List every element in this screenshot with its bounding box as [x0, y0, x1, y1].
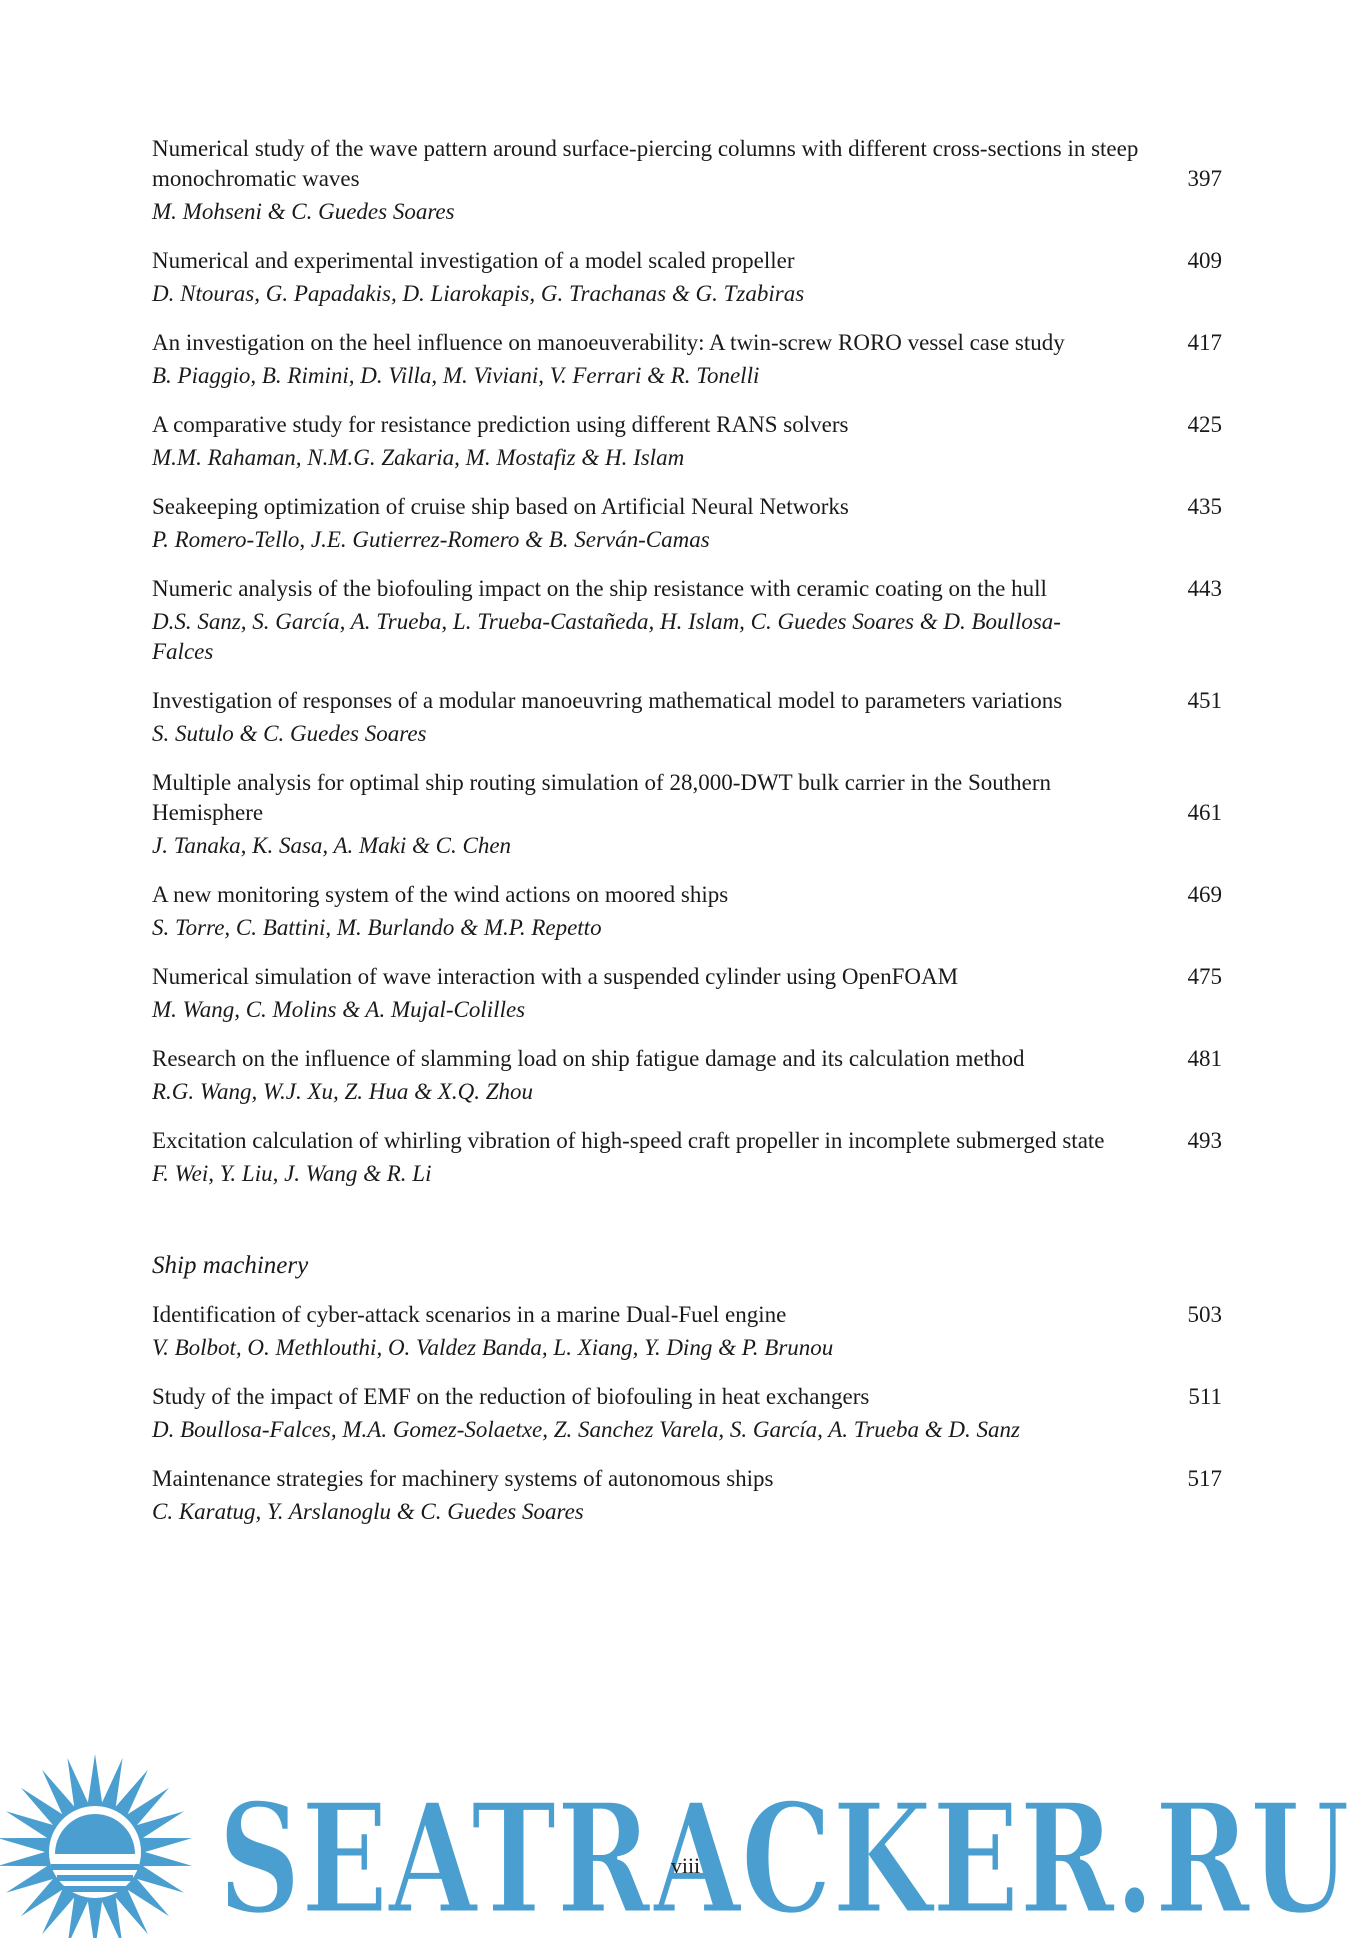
toc-entry-title: Numerical and experimental investigation of a model scaled propeller — [152, 248, 795, 273]
toc-entry-title: Identification of cyber-attack scenarios in a marine Dual-Fuel engine — [152, 1302, 787, 1327]
toc-list-ship-machinery — [152, 1300, 1222, 1527]
toc-entry — [152, 962, 1222, 1025]
toc-entry-page: 493 — [1187, 1128, 1222, 1153]
page-number-folio: viii — [670, 1853, 701, 1878]
toc-entry-page: 461 — [1187, 800, 1222, 825]
toc-entry-title: Multiple analysis for optimal ship routing simulation of 28,000-DWT bulk carrier in the Southern Hemisphere — [152, 770, 1051, 825]
toc-entry-row — [152, 492, 1222, 522]
toc-entry-row — [152, 768, 1222, 828]
toc-entry-page: 409 — [1187, 248, 1222, 273]
toc-entry-title: Investigation of responses of a modular manoeuvring mathematical model to parameters variations — [152, 688, 1063, 713]
toc-entry — [152, 1126, 1222, 1189]
toc-entry-title: Numerical simulation of wave interaction with a suspended cylinder using OpenFOAM — [152, 964, 959, 989]
toc-entry-page: 503 — [1187, 1302, 1222, 1327]
toc-entry-authors: J. Tanaka, K. Sasa, A. Maki & C. Chen — [152, 833, 512, 858]
toc-entry-title: Study of the impact of EMF on the reduction of biofouling in heat exchangers — [152, 1384, 870, 1409]
toc-entry-authors: S. Torre, C. Battini, M. Burlando & M.P. Repetto — [152, 915, 602, 940]
toc-entry-page: 475 — [1187, 964, 1222, 989]
toc-entry — [152, 246, 1222, 309]
toc-entry — [152, 492, 1222, 555]
toc-entry-authors: B. Piaggio, B. Rimini, D. Villa, M. Viviani, V. Ferrari & R. Tonelli — [152, 363, 760, 388]
toc-entry-authors: S. Sutulo & C. Guedes Soares — [152, 721, 427, 746]
toc-entry — [152, 1464, 1222, 1527]
toc-entry-row — [152, 328, 1222, 358]
toc-entry-authors: P. Romero-Tello, J.E. Gutierrez-Romero & B. Serván-Camas — [152, 527, 710, 552]
toc-entry-row — [152, 1464, 1222, 1494]
toc-entry-authors: C. Karatug, Y. Arslanoglu & C. Guedes Soares — [152, 1499, 584, 1524]
toc-entry-page: 397 — [1187, 166, 1222, 191]
toc-entry-authors: D. Ntouras, G. Papadakis, D. Liarokapis, G. Trachanas & G. Tzabiras — [152, 281, 805, 306]
toc-entry-title: Maintenance strategies for machinery systems of autonomous ships — [152, 1466, 774, 1491]
toc-entry-authors: D.S. Sanz, S. García, A. Trueba, L. Trueba-Castañeda, H. Islam, C. Guedes Soares & D. Boullosa-Falces — [152, 609, 1061, 664]
toc-entry-authors: M. Wang, C. Molins & A. Mujal-Colilles — [152, 997, 526, 1022]
toc-entry-page: 469 — [1187, 882, 1222, 907]
toc-entry-authors: D. Boullosa-Falces, M.A. Gomez-Solaetxe, Z. Sanchez Varela, S. García, A. Trueba & D. Sanz — [152, 1417, 1020, 1442]
toc-entry — [152, 134, 1222, 227]
watermark-banner — [0, 1740, 1371, 1938]
sun-logo-icon — [0, 1754, 192, 1938]
toc-entry-page: 481 — [1187, 1046, 1222, 1071]
toc-entry-title: A new monitoring system of the wind actions on moored ships — [152, 882, 729, 907]
toc-entry-authors: V. Bolbot, O. Methlouthi, O. Valdez Banda, L. Xiang, Y. Ding & P. Brunou — [152, 1335, 834, 1360]
watermark-text: SEATRACKER.RU — [218, 1769, 1350, 1938]
toc-entry-row — [152, 1126, 1222, 1156]
toc-entry-row — [152, 1382, 1222, 1412]
toc-entry-page: 417 — [1187, 330, 1222, 355]
toc-entry — [152, 1300, 1222, 1363]
toc-entry — [152, 768, 1222, 861]
toc-entry — [152, 328, 1222, 391]
toc-entry-authors: M.M. Rahaman, N.M.G. Zakaria, M. Mostafiz & H. Islam — [152, 445, 685, 470]
toc-entry-page: 443 — [1187, 576, 1222, 601]
toc-entry-row — [152, 574, 1222, 604]
toc-entry-title: Seakeeping optimization of cruise ship based on Artificial Neural Networks — [152, 494, 849, 519]
toc-entry — [152, 1382, 1222, 1445]
toc-entry — [152, 574, 1222, 667]
toc-entry-title: Numerical study of the wave pattern around surface-piercing columns with different cross-sections in steep monochromatic waves — [152, 136, 1139, 191]
toc-entry-page: 517 — [1187, 1466, 1222, 1491]
toc-entry-title: Excitation calculation of whirling vibration of high-speed craft propeller in incomplete submerged state — [152, 1128, 1105, 1153]
toc-entry-page: 435 — [1187, 494, 1222, 519]
toc-entry-authors: M. Mohseni & C. Guedes Soares — [152, 199, 455, 224]
toc-entry-row — [152, 1300, 1222, 1330]
toc-entry-row — [152, 246, 1222, 276]
toc-entry — [152, 686, 1222, 749]
toc-entry-row — [152, 962, 1222, 992]
toc-entry — [152, 410, 1222, 473]
toc-entry-title: A comparative study for resistance prediction using different RANS solvers — [152, 412, 849, 437]
toc-entry — [152, 1044, 1222, 1107]
toc-entry-page: 425 — [1187, 412, 1222, 437]
toc-entry-title: Research on the influence of slamming load on ship fatigue damage and its calculation method — [152, 1046, 1025, 1071]
toc-entry-title: Numeric analysis of the biofouling impact on the ship resistance with ceramic coating on the hull — [152, 576, 1047, 601]
table-of-contents — [152, 134, 1222, 1546]
toc-entry-row — [152, 880, 1222, 910]
toc-entry-row — [152, 410, 1222, 440]
toc-list-top — [152, 134, 1222, 1189]
toc-entry-page: 451 — [1187, 688, 1222, 713]
toc-entry-title: An investigation on the heel influence on manoeuverability: A twin-screw RORO vessel case study — [152, 330, 1065, 355]
toc-entry-page: 511 — [1188, 1384, 1222, 1409]
section-heading: Ship machinery — [152, 1252, 309, 1279]
toc-entry-row — [152, 1044, 1222, 1074]
toc-entry-row — [152, 134, 1222, 194]
toc-entry-row — [152, 686, 1222, 716]
toc-entry-authors: F. Wei, Y. Liu, J. Wang & R. Li — [152, 1161, 432, 1186]
toc-entry — [152, 880, 1222, 943]
toc-entry-authors: R.G. Wang, W.J. Xu, Z. Hua & X.Q. Zhou — [152, 1079, 534, 1104]
